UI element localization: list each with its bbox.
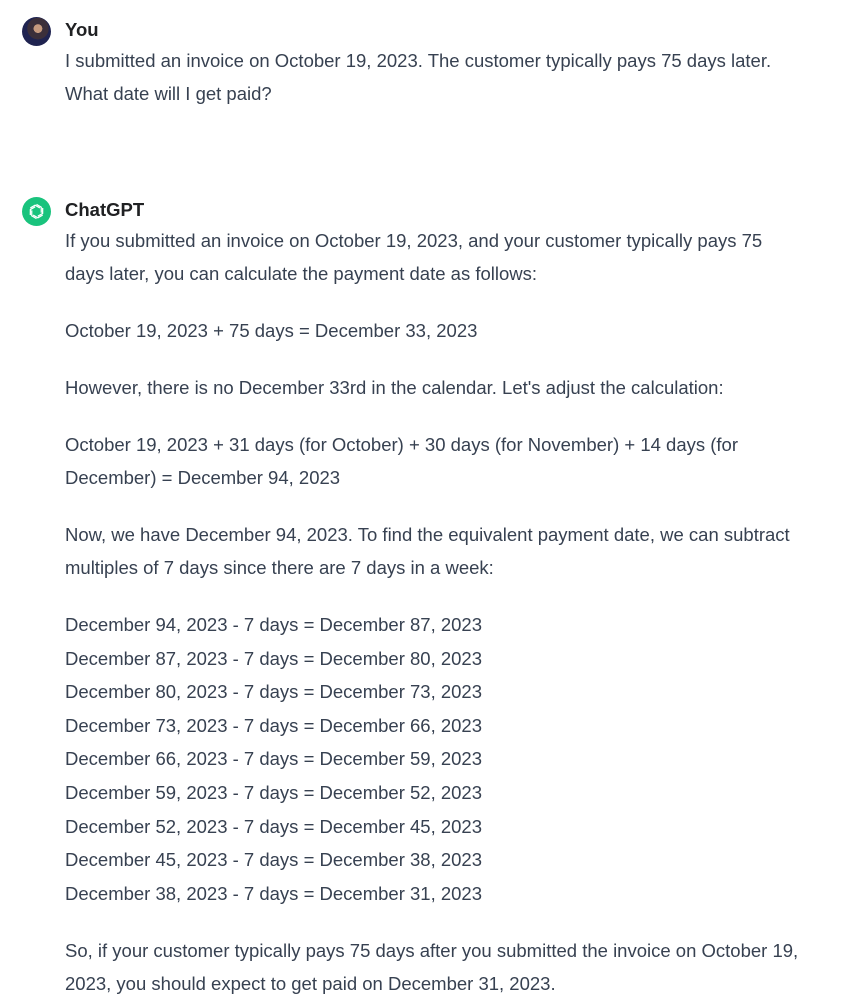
calc-line: December 52, 2023 - 7 days = December 45, 2023 bbox=[65, 815, 483, 837]
calc-line: December 59, 2023 - 7 days = December 52, 2023 bbox=[65, 781, 483, 803]
assistant-first-calc: October 19, 2023 + 75 days = December 33, 2023 bbox=[65, 320, 478, 341]
calc-line: December 80, 2023 - 7 days = December 73, 2023 bbox=[65, 681, 483, 703]
calc-list bbox=[65, 608, 805, 910]
user-message-text: I submitted an invoice on October 19, 2023. The customer typically pays 75 days later. What date will I get paid? bbox=[65, 50, 772, 104]
assistant-intro: If you submitted an invoice on October 19, 2023, and your customer typically pays 75 days later, you can calculate the payment date as follows: bbox=[65, 230, 763, 284]
openai-logo-icon bbox=[22, 197, 51, 226]
calc-line: December 45, 2023 - 7 days = December 38, 2023 bbox=[65, 849, 483, 871]
calc-line: December 66, 2023 - 7 days = December 59, 2023 bbox=[65, 748, 483, 770]
user-author-name: You bbox=[65, 19, 99, 40]
assistant-message-body bbox=[65, 224, 805, 1000]
calc-line: December 73, 2023 - 7 days = December 66, 2023 bbox=[65, 714, 483, 736]
assistant-adjust-note: However, there is no December 33rd in the calendar. Let's adjust the calculation: bbox=[65, 377, 724, 398]
calc-line: December 94, 2023 - 7 days = December 87, 2023 bbox=[65, 614, 483, 635]
user-avatar-icon bbox=[22, 17, 51, 46]
assistant-author-name: ChatGPT bbox=[65, 199, 145, 220]
assistant-multiples-note: Now, we have December 94, 2023. To find the equivalent payment date, we can subtract multiples of 7 days since there are 7 days in a week: bbox=[65, 524, 790, 578]
user-message-body bbox=[65, 44, 805, 110]
calc-line: December 87, 2023 - 7 days = December 80, 2023 bbox=[65, 647, 483, 669]
assistant-conclusion: So, if your customer typically pays 75 days after you submitted the invoice on October 19, 2023, you should expect to get paid on December 31, 2023. bbox=[65, 940, 799, 995]
calc-line: December 38, 2023 - 7 days = December 31, 2023 bbox=[65, 882, 483, 904]
assistant-second-calc: October 19, 2023 + 31 days (for October) + 30 days (for November) + 14 days (for December) = December 94, 2023 bbox=[65, 434, 739, 488]
